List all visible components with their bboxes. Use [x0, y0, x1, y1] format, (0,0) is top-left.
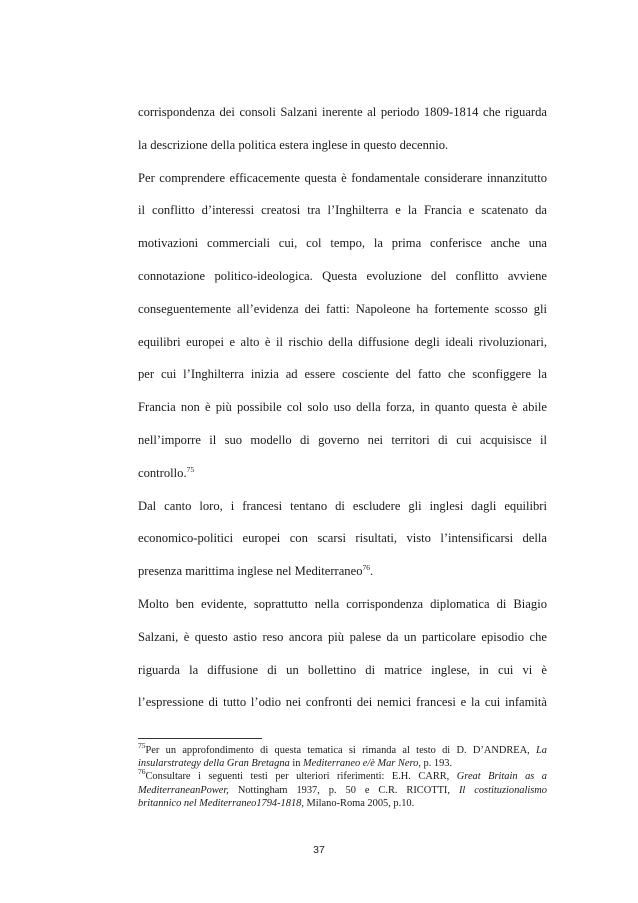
footnote-text-italic: britannico nel Mediterraneo1794-1818, [138, 797, 304, 809]
paragraph-line: corrispondenza dei consoli Salzani inerente al periodo 1809-1814 che riguarda [138, 105, 547, 119]
paragraph-line: nell’imporre il suo modello di governo nei territori di cui acquisisce il [138, 432, 547, 447]
footnote-text: , p. 193. [418, 758, 453, 770]
footnote-separator [138, 738, 262, 739]
paragraph-line: riguarda la diffusione di un bollettino di matrice inglese, in cui vi è [138, 662, 547, 677]
paragraph-line: il conflitto d’interessi creatosi tra l’Inghilterra e la Francia e scatenato da [138, 203, 547, 218]
paragraph-line: per cui l’Inghilterra inizia ad essere cosciente del fatto che sconfiggere la [138, 367, 547, 382]
line-text: controllo. [138, 465, 187, 480]
footnote-76-cont [138, 797, 547, 810]
footnote-mark: 75 [138, 741, 146, 750]
footnote-text: Milano-Roma 2005, p.10. [303, 797, 415, 809]
paragraph-line: l’espressione di tutto l’odio nei confronti dei nemici francesi e la cui infamità [138, 695, 547, 710]
footnote-reference[interactable]: 76 [362, 563, 370, 573]
footnote-76 [138, 767, 547, 783]
paragraph-line: economico-politici europei con scarsi risultati, visto l’intensificarsi della [138, 531, 547, 546]
line-text: . [370, 564, 374, 579]
footnote-text-italic: MediterraneanPower, [138, 784, 229, 796]
footnote-75-cont [138, 757, 547, 770]
paragraph-line [138, 461, 547, 494]
footnote-reference[interactable]: 75 [186, 464, 195, 474]
footnote-mark: 76 [138, 767, 146, 777]
paragraph-line: Dal canto loro, i francesi tentano di escludere gli inglesi dagli equilibri [138, 498, 547, 513]
footnote-76-cont [138, 784, 547, 797]
paragraph-line: connotazione politico-ideologica. Questa evoluzione del conflitto avviene [138, 268, 547, 283]
footnote-text-italic: Great Britain as a [456, 771, 547, 783]
footnote-text-italic: Il costituzionalismo [458, 784, 547, 796]
footnote-text-italic: Mediterraneo e/è Mar Nero [303, 758, 419, 770]
body-text [138, 100, 547, 723]
paragraph-line: motivazioni commerciali cui, col tempo, la prima conferisce anche una [138, 236, 547, 251]
paragraph-line: equilibri europei e alto è il rischio della diffusione degli ideali rivoluzionari, [138, 334, 547, 349]
paragraph-line: Per comprendere efficacemente questa è fondamentale considerare innanzitutto [138, 170, 547, 185]
footnote-text: Consultare i seguenti testi per ulteriori riferimenti: E.H. CARR, [145, 771, 450, 783]
footnote-text: Nottingham 1937, p. 50 e C.R. RICOTTI, [228, 784, 450, 796]
paragraph-line [138, 559, 547, 592]
paragraph-line: Molto ben evidente, soprattutto nella corrispondenza diplomatica di Biagio [138, 596, 547, 611]
paragraph-line: Francia non è più possibile col solo uso della forza, in quanto questa è abile [138, 400, 547, 415]
footnote-text: Per un approfondimento di questa tematica si rimanda al testo di D. D’ANDREA, [145, 745, 530, 756]
footnote-75 [138, 741, 547, 757]
footnote-text-italic: La [536, 745, 547, 756]
paragraph-line: la descrizione della politica estera inglese in questo decennio. [138, 137, 449, 152]
footnote-text: in [289, 758, 303, 770]
line-text: presenza marittima inglese nel Mediterraneo [138, 564, 363, 579]
footnotes [138, 741, 547, 810]
paragraph-line: Salzani, è questo astio reso ancora più palese da un particolare episodio che [138, 629, 547, 644]
page-number: 37 [313, 844, 325, 856]
paragraph-line: conseguentemente all’evidenza dei fatti: Napoleone ha fortemente scosso gli [138, 301, 547, 316]
footnote-text-italic: insularstrategy della Gran Bretagna [138, 758, 290, 770]
